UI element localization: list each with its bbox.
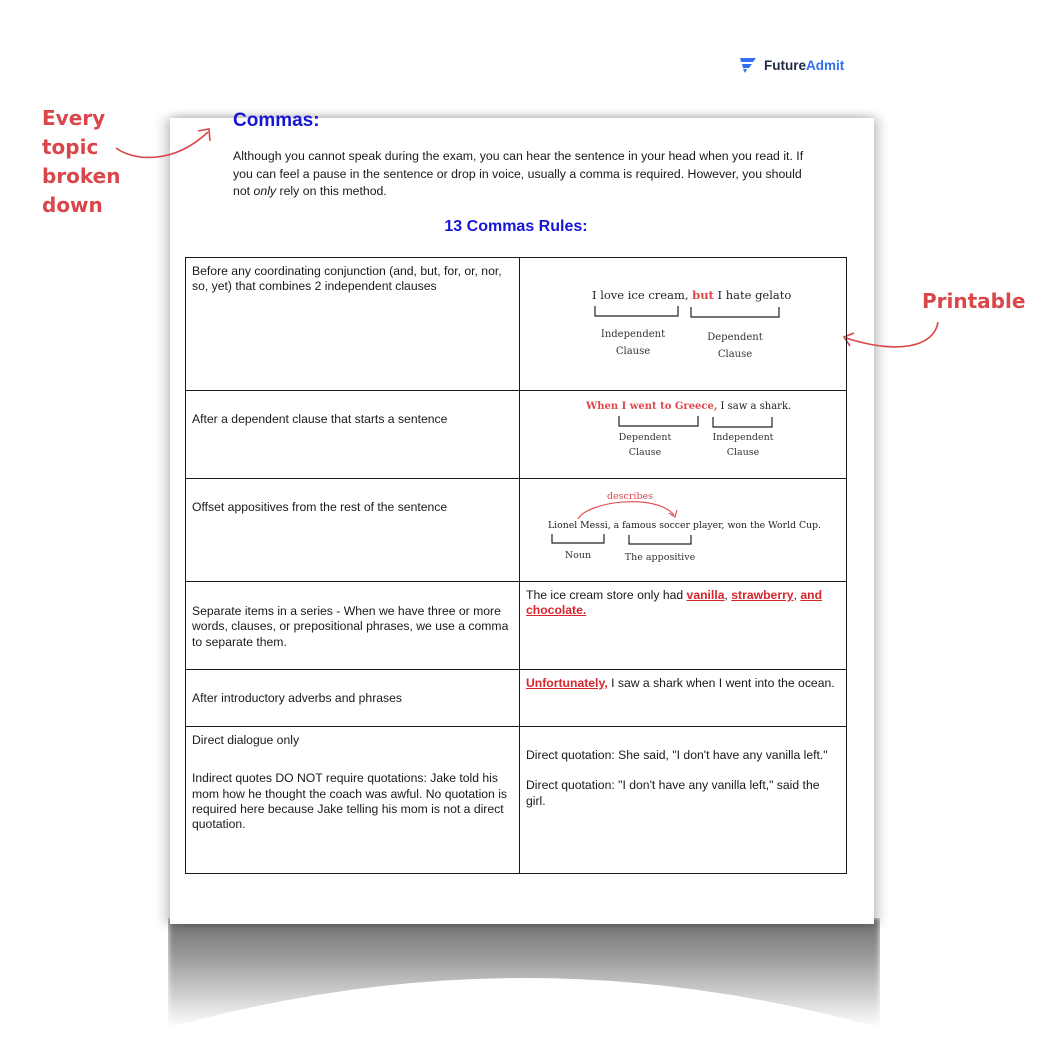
- clause-label: Dependent: [707, 332, 763, 343]
- clause-label: Independent: [600, 329, 666, 340]
- brand-logo: [738, 55, 844, 75]
- series-item: vanilla: [686, 588, 725, 602]
- clause-bracket: [629, 535, 691, 544]
- example-diagram: [526, 397, 842, 471]
- clause-label: The appositive: [624, 552, 696, 563]
- series-item: strawberry: [731, 588, 794, 602]
- rule-text: Before any coordinating conjunction (and, but, for, or, nor, so, yet) that combines 2 independent clauses: [186, 258, 520, 391]
- page-curl-shadow: [168, 918, 880, 1028]
- clause-label: Dependent: [618, 432, 672, 443]
- clause-label: Clause: [726, 447, 760, 458]
- rule-example: [520, 479, 847, 582]
- table-row: [186, 670, 847, 727]
- describes-note: describes: [606, 491, 654, 502]
- series-item: and chocolate.: [526, 588, 823, 618]
- example-diagram: [526, 264, 842, 382]
- rules-subtitle: 13 Commas Rules:: [444, 218, 588, 235]
- table-row: [186, 479, 847, 582]
- rule-text: After a dependent clause that starts a sentence: [186, 391, 520, 479]
- clause-bracket: [691, 307, 779, 317]
- intro-paragraph: Although you cannot speak during the exam, you can hear the sentence in your head when you read it. If you can feel a pause in the sentence or drop in voice, usually a comma is required. However, you should not only rely on this method.: [233, 149, 804, 198]
- clause-label: Clause: [628, 447, 662, 458]
- example-text: When I went to Greece, I saw a shark.: [586, 401, 792, 412]
- rule-text-line: Indirect quotes DO NOT require quotations: Jake told his mom how he thought the coach was awful. No quotation is required here because Jake telling his mom is not a direct quotation.: [192, 771, 508, 832]
- example-text: I love ice cream, but I hate gelato: [592, 288, 792, 302]
- logo-text: FutureAdmit: [764, 57, 845, 73]
- example-quote: Direct quotation: She said, "I don't have any vanilla left.": [526, 748, 828, 762]
- rule-text: [186, 727, 520, 874]
- rule-text: Separate items in a series - When we have three or more words, clauses, or prepositional phrases, we use a comma to separate them.: [186, 582, 520, 670]
- rule-example: [520, 391, 847, 479]
- clause-label: Clause: [615, 346, 651, 357]
- table-row: [186, 258, 847, 391]
- rule-text: Offset appositives from the rest of the sentence: [186, 479, 520, 582]
- clause-label: Noun: [564, 550, 592, 561]
- left-annotation: Every topic broken down: [42, 106, 121, 217]
- table-row: [186, 582, 847, 670]
- clause-label: Clause: [717, 349, 753, 360]
- table-row: [186, 391, 847, 479]
- table-row: [186, 727, 847, 874]
- example-quote: Direct quotation: "I don't have any vanilla left," said the girl.: [526, 778, 820, 808]
- intro-adverb: Unfortunately,: [526, 676, 608, 690]
- clause-bracket: [595, 306, 678, 316]
- example-text: Lionel Messi, a famous soccer player, won the World Cup.: [548, 520, 821, 531]
- clause-bracket: [713, 417, 772, 427]
- curved-arrow-left-icon: [112, 118, 222, 168]
- rule-example: [520, 258, 847, 391]
- rule-example: The ice cream store only had vanilla, strawberry, and chocolate.: [520, 582, 847, 670]
- describes-arrow-icon: [578, 502, 674, 519]
- rule-text-line: Direct dialogue only: [192, 733, 300, 747]
- rule-example: Unfortunately, I saw a shark when I went into the ocean.: [520, 670, 847, 727]
- curved-arrow-right-icon: [836, 318, 946, 362]
- comma-rules-table: [185, 257, 847, 874]
- rule-text: After introductory adverbs and phrases: [186, 670, 520, 727]
- right-annotation: Printable: [922, 289, 1026, 313]
- rule-example: [520, 727, 847, 874]
- logo-mark-icon: [738, 55, 758, 75]
- clause-bracket: [619, 416, 698, 426]
- clause-label: Independent: [712, 432, 774, 443]
- document-title: Commas:: [233, 110, 320, 131]
- clause-bracket: [552, 534, 604, 543]
- example-diagram: [526, 485, 842, 575]
